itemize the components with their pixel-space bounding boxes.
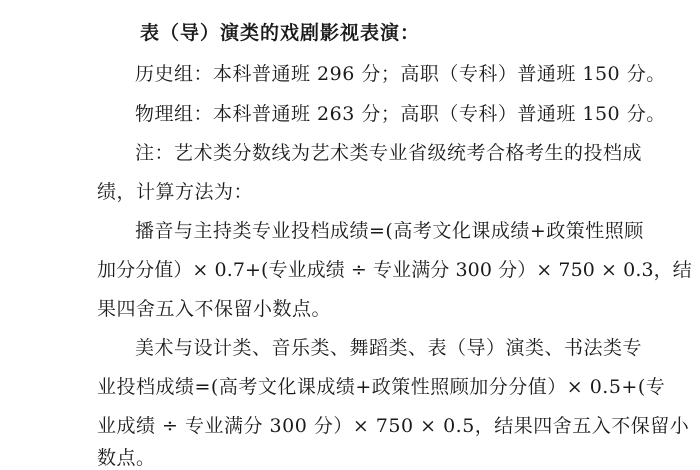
note-line-1: 注：艺术类分数线为艺术类专业省级统考合格考生的投档成 bbox=[135, 142, 643, 164]
arts-formula-line-3: 业成绩 ÷ 专业满分 300 分）× 750 × 0.5，结果四舍五入不保留小 bbox=[97, 415, 690, 437]
broadcast-formula-line-1: 播音与主持类专业投档成绩=(高考文化课成绩+政策性照顾 bbox=[135, 220, 644, 242]
broadcast-formula-line-2: 加分分值）× 0.7+(专业成绩 ÷ 专业满分 300 分）× 750 × 0.3，结 bbox=[97, 259, 692, 281]
history-group-scores: 历史组：本科普通班 296 分；高职（专科）普通班 150 分。 bbox=[135, 63, 666, 85]
physics-group-scores: 物理组：本科普通班 263 分；高职（专科）普通班 150 分。 bbox=[135, 103, 666, 125]
broadcast-formula-line-3: 果四舍五入不保留小数点。 bbox=[97, 298, 332, 320]
arts-formula-line-4: 数点。 bbox=[97, 447, 156, 469]
arts-formula-line-1: 美术与设计类、音乐类、舞蹈类、表（导）演类、书法类专 bbox=[135, 337, 643, 359]
note-line-2: 绩，计算方法为： bbox=[97, 181, 254, 203]
section-heading: 表（导）演类的戏剧影视表演： bbox=[140, 22, 421, 44]
arts-formula-line-2: 业投档成绩=(高考文化课成绩+政策性照顾加分分值）× 0.5+(专 bbox=[97, 376, 666, 398]
